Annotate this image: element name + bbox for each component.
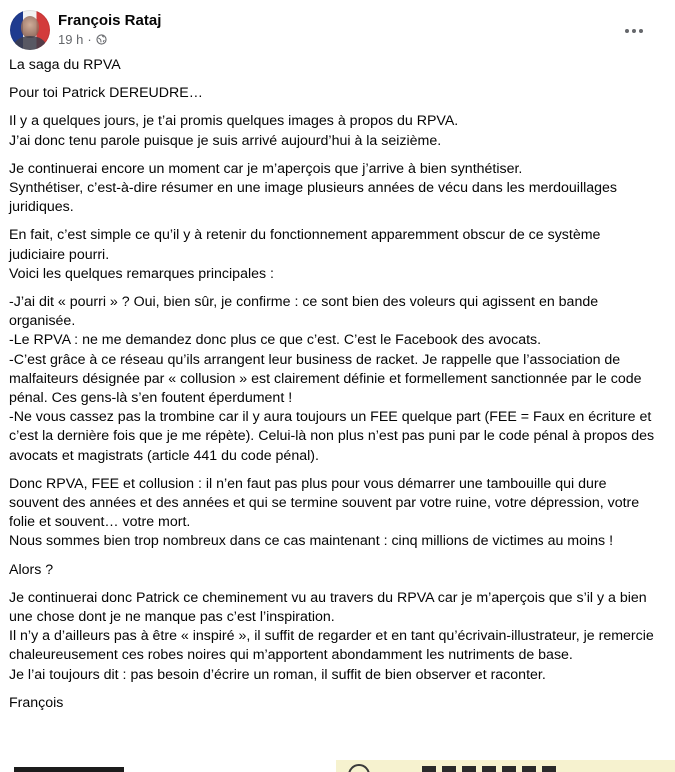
more-dot xyxy=(632,29,636,33)
post-meta xyxy=(58,32,107,47)
globe-icon[interactable] xyxy=(96,34,107,45)
post-paragraph: Alors ? xyxy=(9,561,54,578)
post-header xyxy=(10,10,665,52)
post-paragraph: La saga du RPVA xyxy=(9,57,121,73)
post-paragraph: Il y a quelques jours, je t’ai promis quelques images à propos du RPVA. J’ai donc tenu parole puisque je suis arrivé aujourd’hui à la seizième. xyxy=(9,113,459,149)
post-paragraph: Donc RPVA, FEE et collusion : il n’en faut pas plus pour vous démarrer une tambouille qui dure souvent des années et des années et qui se termine souvent par votre ruine, votre dépression, votre folie et souvent… votre mort. Nous sommes bien trop nombreux dans ce cas maintenant : cinq millions de victimes au moins ! xyxy=(9,475,640,550)
avatar-face xyxy=(21,16,39,38)
post-time[interactable]: 19 h xyxy=(58,32,84,47)
attached-image-left[interactable] xyxy=(14,767,124,772)
more-dot xyxy=(639,29,643,33)
post-paragraph: -J’ai dit « pourri » ? Oui, bien sûr, je confirme : ce sont bien des voleurs qui agissent en bande organisée. -Le RPVA : ne me demandez donc plus ce que c’est. C’est le Facebook des avocats. -C’est grâce à ce réseau qu’ils arrangent leur business de racket. Je rappelle que l’association de malfaiteurs désignée par « collusion » est clairement définie et formellement sanctionnée par le code pénal. Ces gens-là s’en foutent éperdument ! -Ne vous cassez pas la trombine car il y aura toujours un FEE quelque part (FEE = Faux en écriture et c’est la dernière fois que je me répète). Celui-là non plus n’est pas puni par le code pénal à propos des avocats et magistrats (article 441 du code pénal). xyxy=(9,294,655,464)
image-title-detail xyxy=(422,766,562,772)
post-paragraph: Je continuerai donc Patrick ce cheminement vu au travers du RPVA car je m’aperçois que s’il y a bien une chose dont je ne manque pas c’est l’inspiration. Il n’y a d’ailleurs pas à être « inspiré », il suffit de regarder et en tant qu’écrivain-illustrateur, je remercie chaleureusement ces robes noires qui m’apportent abondamment les nutriments de base. Je l’ai toujours dit : pas besoin d’écrire un roman, il suffit de bien observer et raconter. xyxy=(9,589,654,683)
more-dot xyxy=(625,29,629,33)
post-paragraph: Pour toi Patrick DEREUDRE… xyxy=(9,85,203,102)
post-paragraph: En fait, c’est simple ce qu’il y à retenir du fonctionnement apparemment obscur de ce système judiciaire pourri. Voici les quelques remarques principales : xyxy=(9,227,601,282)
attached-images-strip xyxy=(0,760,675,772)
more-options-button[interactable] xyxy=(619,16,649,46)
meta-separator: · xyxy=(87,32,92,47)
image-drawing-detail xyxy=(348,764,370,772)
attached-image-right[interactable] xyxy=(336,760,675,772)
post-body xyxy=(9,56,659,722)
author-name[interactable]: François Rataj xyxy=(58,12,162,29)
post-signature: François xyxy=(9,694,64,711)
post-paragraph: Je continuerai encore un moment car je m’aperçois que j’arrive à bien synthétiser. Synthétiser, c’est-à-dire résumer en une image plusieurs années de vécu dans les merdouillages juridiques. xyxy=(9,160,618,216)
avatar-shoulders xyxy=(14,36,46,50)
author-avatar[interactable] xyxy=(10,10,50,50)
